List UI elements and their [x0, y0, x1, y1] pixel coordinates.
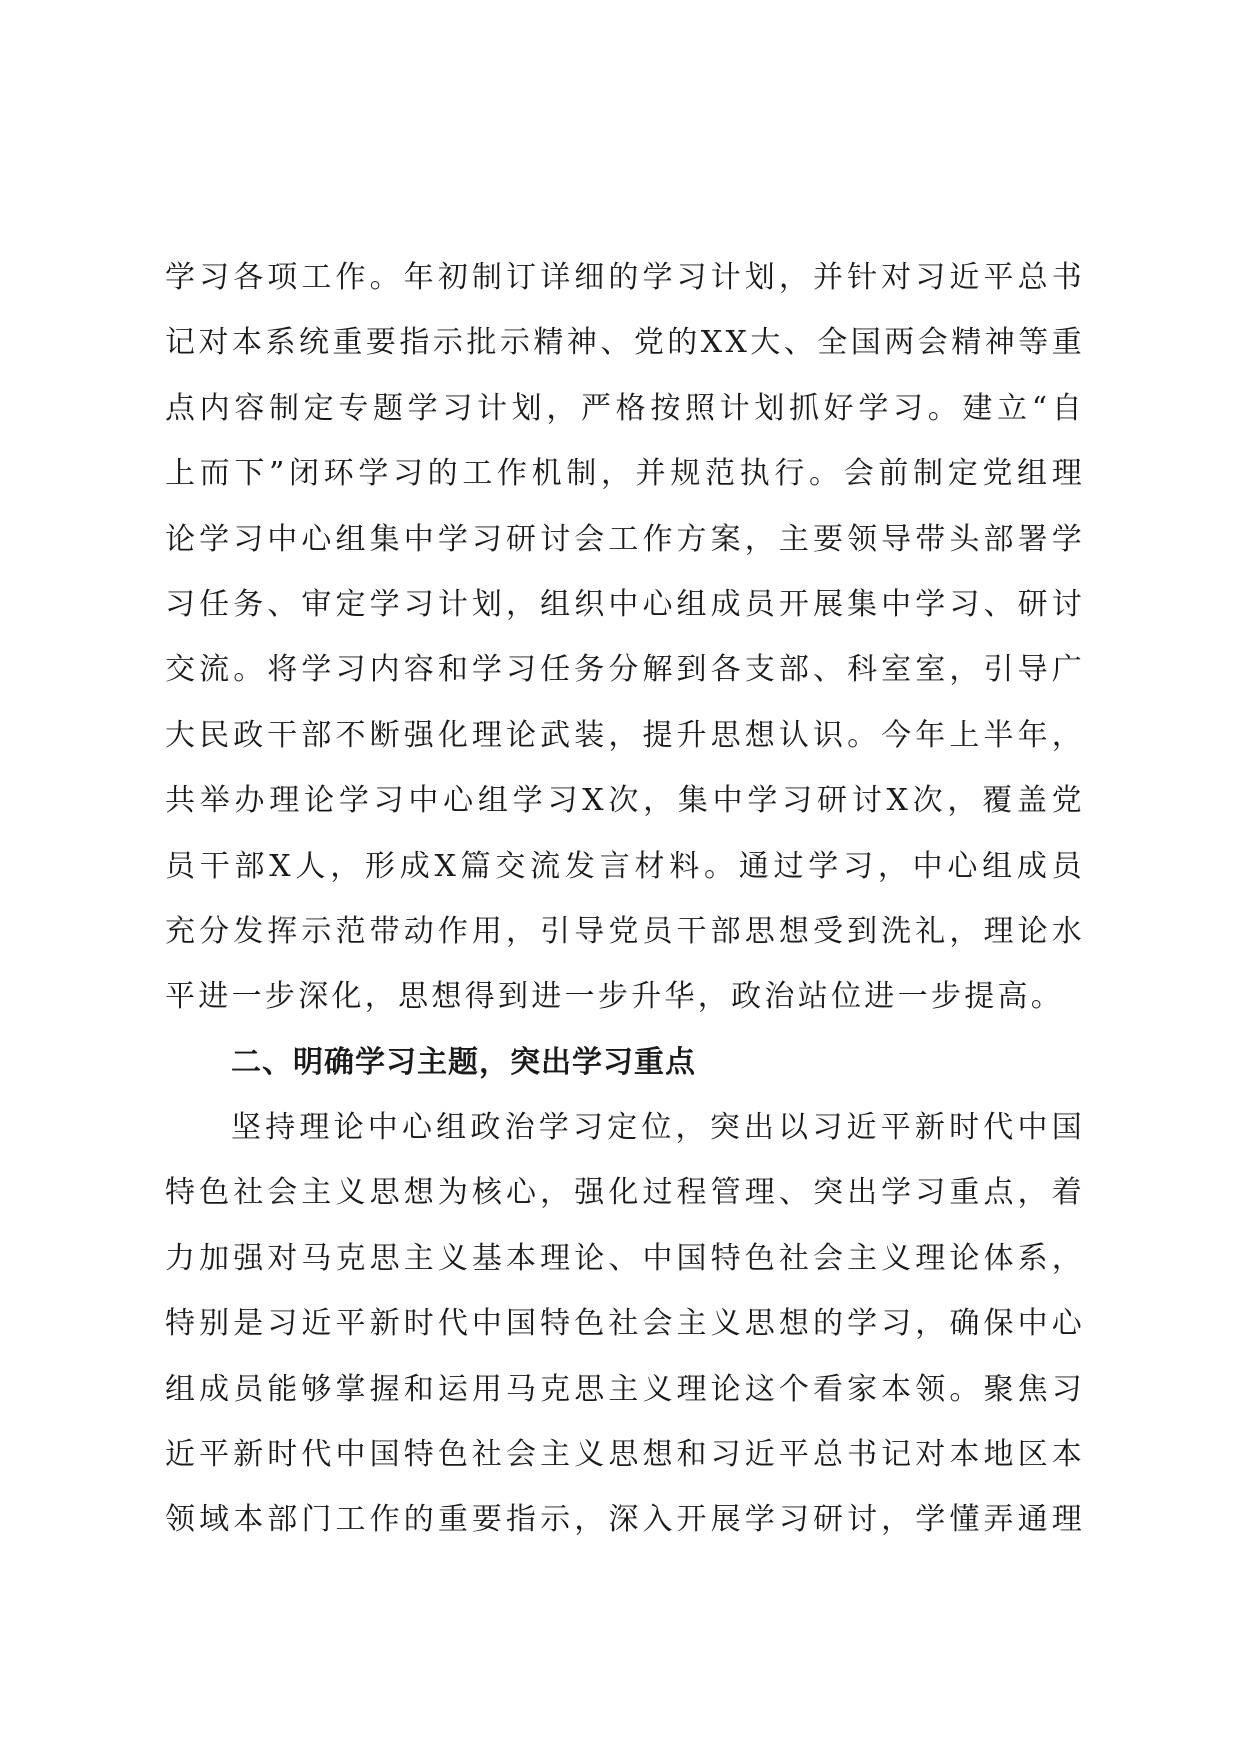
- paragraph-line-3: 点内容制定专题学习计划，严格按照计划抓好学习。建立“自: [165, 390, 1085, 426]
- paragraph-line-12: 平进一步深化，思想得到进一步升华，政治站位进一步提高。: [165, 979, 1065, 1015]
- paragraph-line-1: 学习各项工作。年初制订详细的学习计划，并针对习近平总书: [165, 260, 1085, 295]
- document-body: [165, 245, 1085, 1553]
- section-heading: 二、明确学习主题，突出学习重点: [231, 1044, 696, 1080]
- paragraph-line-11: 充分发挥示范带动作用，引导党员干部思想受到洗礼，理论水: [165, 913, 1085, 949]
- paragraph-line-18: 组成员能够掌握和运用马克思主义理论这个看家本领。聚焦习: [165, 1371, 1085, 1407]
- paragraph-line-14: 坚持理论中心组政治学习定位，突出以习近平新时代中国: [231, 1110, 1085, 1146]
- paragraph-line-7: 交流。将学习内容和学习任务分解到各支部、科室室，引导广: [165, 652, 1085, 688]
- paragraph-line-15: 特色社会主义思想为核心，强化过程管理、突出学习重点，着: [165, 1175, 1085, 1211]
- paragraph-line-20: 领域本部门工作的重要指示，深入开展学习研讨，学懂弄通理: [165, 1502, 1085, 1538]
- paragraph-line-16: 力加强对马克思主义基本理论、中国特色社会主义理论体系，: [165, 1240, 1085, 1276]
- paragraph-line-10: 员干部X人，形成X篇交流发言材料。通过学习，中心组成员: [165, 848, 1085, 884]
- paragraph-line-17: 特别是习近平新时代中国特色社会主义思想的学习，确保中心: [165, 1306, 1085, 1342]
- paragraph-line-8: 大民政干部不断强化理论武装，提升思想认识。今年上半年，: [165, 717, 1085, 753]
- paragraph-line-5: 论学习中心组集中学习研讨会工作方案，主要领导带头部署学: [165, 521, 1085, 557]
- paragraph-line-2: 记对本系统重要指示批示精神、党的XX大、全国两会精神等重: [165, 325, 1085, 361]
- paragraph-line-9: 共举办理论学习中心组学习X次，集中学习研讨X次，覆盖党: [165, 783, 1085, 819]
- paragraph-line-19: 近平新时代中国特色社会主义思想和习近平总书记对本地区本: [165, 1437, 1085, 1473]
- paragraph-line-6: 习任务、审定学习计划，组织中心组成员开展集中学习、研讨: [165, 586, 1085, 622]
- paragraph-line-4: 上而下”闭环学习的工作机制，并规范执行。会前制定党组理: [165, 456, 1085, 492]
